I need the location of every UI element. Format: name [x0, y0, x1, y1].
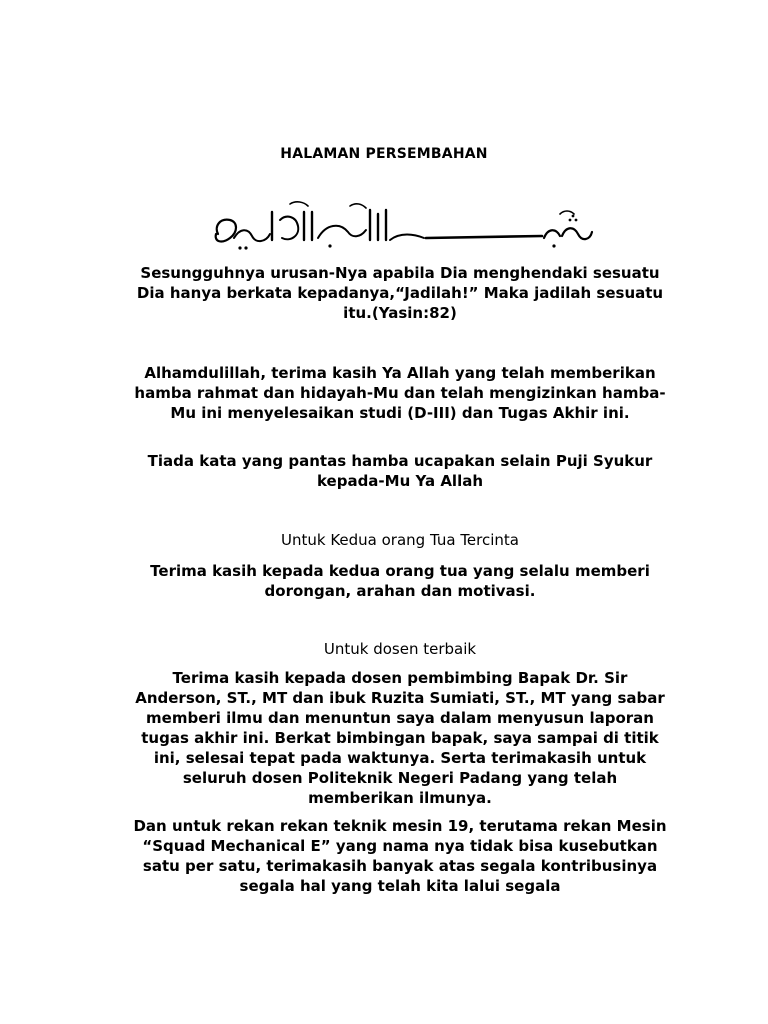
lecturers-heading: Untuk dosen terbaik: [323, 640, 477, 658]
lecturers-paragraph: Terima kasih kepada dosen pembimbing Bapak Dr. Sir Anderson, ST., MT dan ibuk Ruzita Sumiati, ST., MT yang sabar memberi ilmu dan menuntun saya dalam menyusun laporan tugas akhir ini. Berkat bimbingan bapak, saya sampai di titik ini, selesai tepat pada waktunya. Serta terimakasih untuk seluruh dosen Politeknik Negeri Padang yang telah memberikan ilmunya.: [135, 669, 665, 807]
parents-paragraph: Terima kasih kepada kedua orang tua yang selalu memberi dorongan, arahan dan motivasi.: [150, 562, 650, 600]
page-title: HALAMAN PERSEMBAHAN: [280, 146, 488, 162]
basmalah-calligraphy: [200, 198, 600, 258]
praise-paragraph: Tiada kata yang pantas hamba ucapakan selain Puji Syukur kepada-Mu Ya Allah: [147, 452, 653, 490]
quran-verse: Sesungguhnya urusan-Nya apabila Dia menghendaki sesuatu Dia hanya berkata kepadanya,“Jadilah!” Maka jadilah sesuatu itu.(Yasin:82): [136, 264, 664, 322]
friends-paragraph: Dan untuk rekan rekan teknik mesin 19, terutama rekan Mesin “Squad Mechanical E” yang nama nya tidak bisa kusebutkan satu per satu, terimakasih banyak atas segala kontribusinya segala hal yang telah kita lalui segala: [133, 817, 667, 895]
parents-heading: Untuk Kedua orang Tua Tercinta: [281, 531, 519, 549]
gratitude-paragraph: Alhamdulillah, terima kasih Ya Allah yang telah memberikan hamba rahmat dan hidayah-Mu dan telah mengizinkan hamba-Mu ini menyelesaikan studi (D-III) dan Tugas Akhir ini.: [134, 364, 666, 422]
